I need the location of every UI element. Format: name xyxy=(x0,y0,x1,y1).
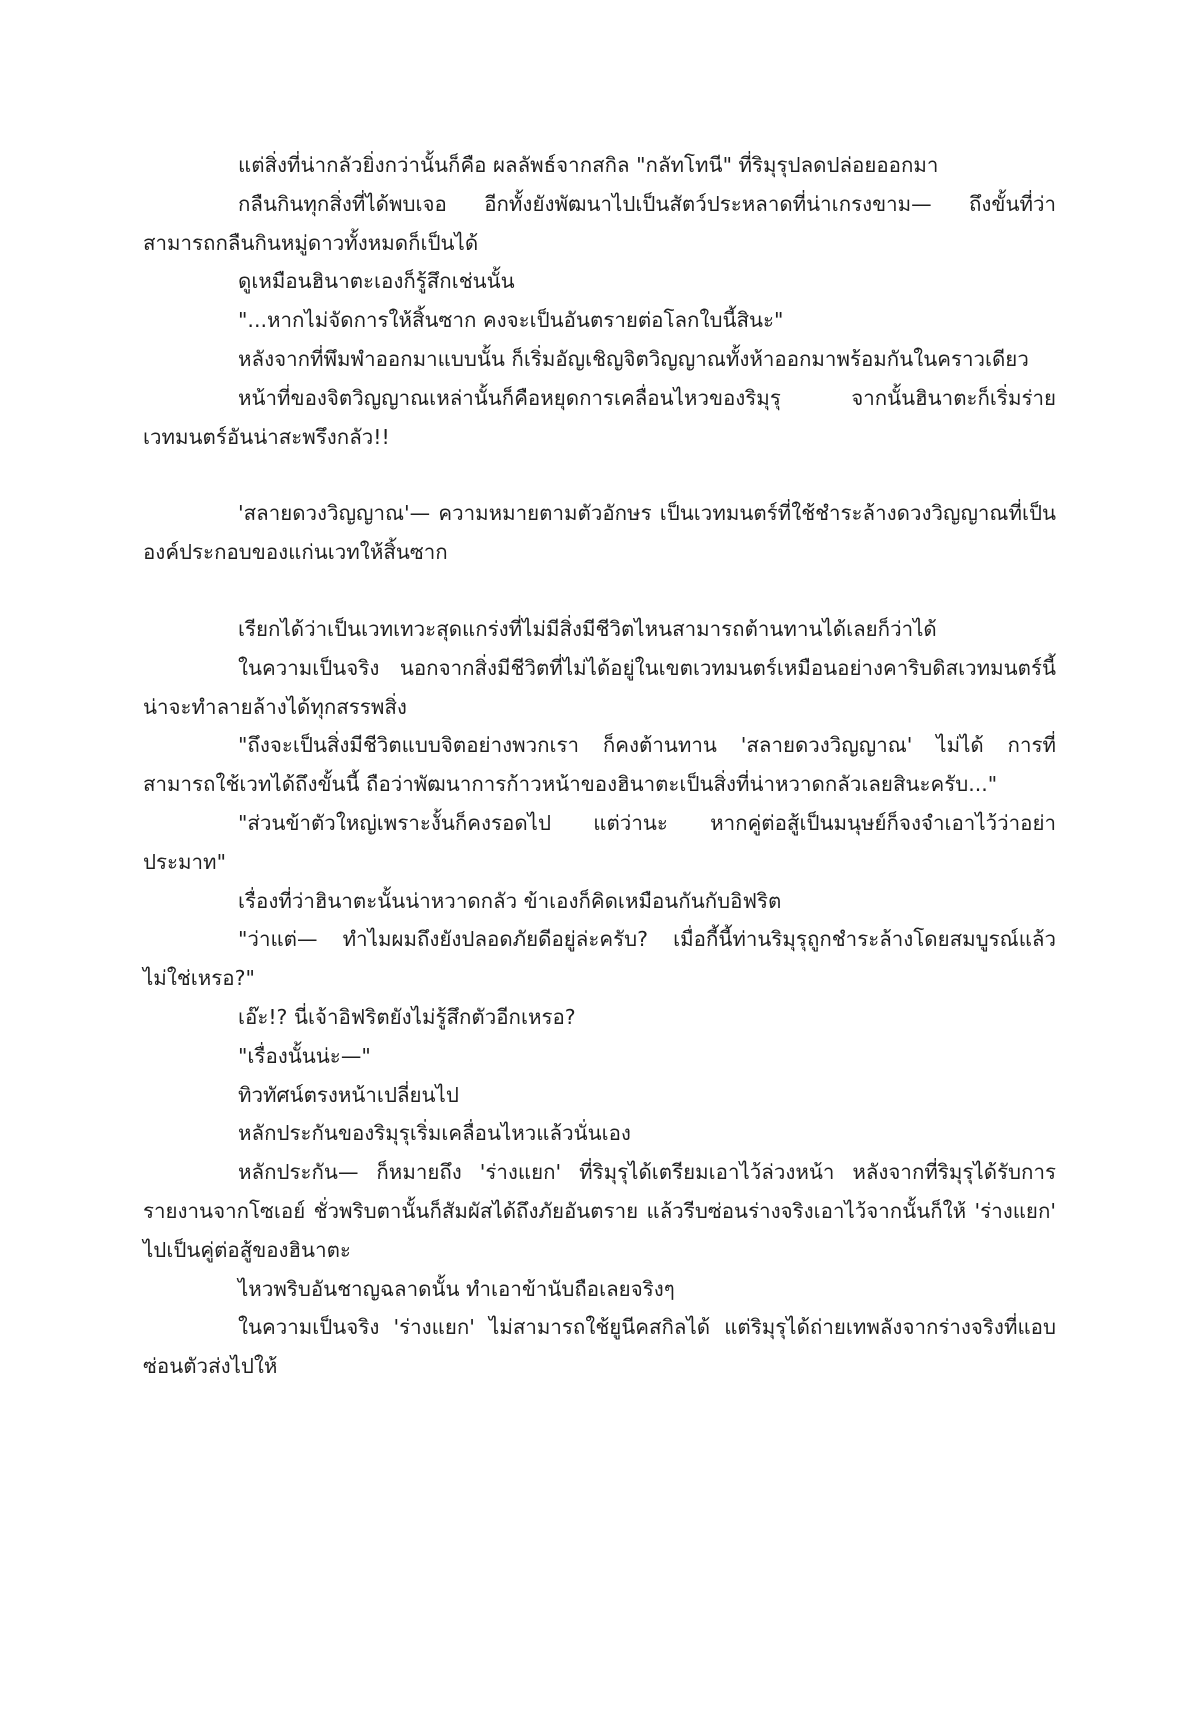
paragraph: เรียกได้ว่าเป็นเวทเทวะสุดแกร่งที่ไม่มีสิ่งมีชีวิตไหนสามารถต้านทานได้เลยก็ว่าได้ xyxy=(238,616,937,641)
paragraph: "เรื่องนั้นน่ะ—" xyxy=(238,1043,371,1068)
paragraph: ไหวพริบอันชาญฉลาดนั้น ทำเอาข้านับถือเลยจริงๆ xyxy=(238,1276,675,1301)
paragraph: หลังจากที่พึมพำออกมาแบบนั้น ก็เริ่มอัญเชิญจิตวิญญาณทั้งห้าออกมาพร้อมกันในคราวเดียว xyxy=(238,346,1029,371)
paragraph: "ส่วนข้าตัวใหญ่เพราะงั้นก็คงรอดไป แต่ว่านะ หากคู่ต่อสู้เป็นมนุษย์ก็จงจำเอาไว้ว่าอย่าประมาท" xyxy=(143,810,1056,874)
paragraph: หลักประกันของริมุรุเริ่มเคลื่อนไหวแล้วนั่นเอง xyxy=(238,1121,631,1146)
paragraph: เอ๊ะ!? นี่เจ้าอิฟริตยังไม่รู้สึกตัวอีกเหรอ? xyxy=(238,1004,576,1029)
paragraph: ทิวทัศน์ตรงหน้าเปลี่ยนไป xyxy=(238,1082,459,1107)
paragraph: ในความเป็นจริง นอกจากสิ่งมีชีวิตที่ไม่ได้อยู่ในเขตเวทมนตร์เหมือนอย่างคาริบดิสเวทมนตร์นี้น่าจะทำลายล้างได้ทุกสรรพสิ่ง xyxy=(143,655,1056,719)
paragraph: หน้าที่ของจิตวิญญาณเหล่านั้นก็คือหยุดการเคลื่อนไหวของริมุรุ จากนั้นฮินาตะก็เริ่มร่ายเวทมนตร์อันน่าสะพรึงกลัว!! xyxy=(143,385,1056,449)
blank-line xyxy=(143,456,1056,494)
paragraph: "ถึงจะเป็นสิ่งมีชีวิตแบบจิตอย่างพวกเรา ก็คงต้านทาน 'สลายดวงวิญญาณ' ไม่ได้ การที่สามารถใช้เวทได้ถึงขั้นนี้ ถือว่าพัฒนาการก้าวหน้าของฮินาตะเป็นสิ่งที่น่าหวาดกลัวเลยสินะครับ..." xyxy=(143,733,1056,797)
paragraph: "...หากไม่จัดการให้สิ้นซาก คงจะเป็นอันตรายต่อโลกใบนี้สินะ" xyxy=(238,308,784,333)
blank-line xyxy=(143,572,1056,610)
paragraph: ดูเหมือนฮินาตะเองก็รู้สึกเช่นนั้น xyxy=(238,269,515,294)
body-text xyxy=(143,146,1056,1386)
paragraph: แต่สิ่งที่น่ากลัวยิ่งกว่านั้นก็คือ ผลลัพธ์จากสกิล "กลัทโทนี" ที่ริมุรุปลดปล่อยออกมา xyxy=(238,153,939,177)
paragraph: กลืนกินทุกสิ่งที่ได้พบเจอ อีกทั้งยังพัฒนาไปเป็นสัตว์ประหลาดที่น่าเกรงขาม— ถึงขั้นที่ว่าสามารถกลืนกินหมู่ดาวทั้งหมดก็เป็นได้ xyxy=(143,191,1056,255)
paragraph: หลักประกัน— ก็หมายถึง 'ร่างแยก' ที่ริมุรุได้เตรียมเอาไว้ล่วงหน้า หลังจากที่ริมุรุได้รับการรายงานจากโซเอย์ ชั่วพริบตานั้นก็สัมผัสได้ถึงภัยอันตราย แล้วรีบซ่อนร่างจริงเอาไว้จากนั้นก็ให้ 'ร่างแยก' ไปเป็นคู่ต่อสู้ของฮินาตะ xyxy=(143,1160,1056,1262)
paragraph: 'สลายดวงวิญญาณ'— ความหมายตามตัวอักษร เป็นเวทมนตร์ที่ใช้ชำระล้างดวงวิญญาณที่เป็นองค์ประกอบของแก่นเวทให้สิ้นซาก xyxy=(143,501,1056,565)
paragraph: ในความเป็นจริง 'ร่างแยก' ไม่สามารถใช้ยูนีคสกิลได้ แต่ริมุรุได้ถ่ายเทพลังจากร่างจริงที่แอบซ่อนตัวส่งไปให้ xyxy=(143,1315,1056,1379)
paragraph: เรื่องที่ว่าฮินาตะนั้นน่าหวาดกลัว ข้าเองก็คิดเหมือนกันกับอิฟริต xyxy=(238,888,782,913)
paragraph: "ว่าแต่— ทำไมผมถึงยังปลอดภัยดีอยู่ล่ะครับ? เมื่อกี้นี้ท่านริมุรุถูกชำระล้างโดยสมบูรณ์แล้วไม่ใช่เหรอ?" xyxy=(143,927,1056,991)
